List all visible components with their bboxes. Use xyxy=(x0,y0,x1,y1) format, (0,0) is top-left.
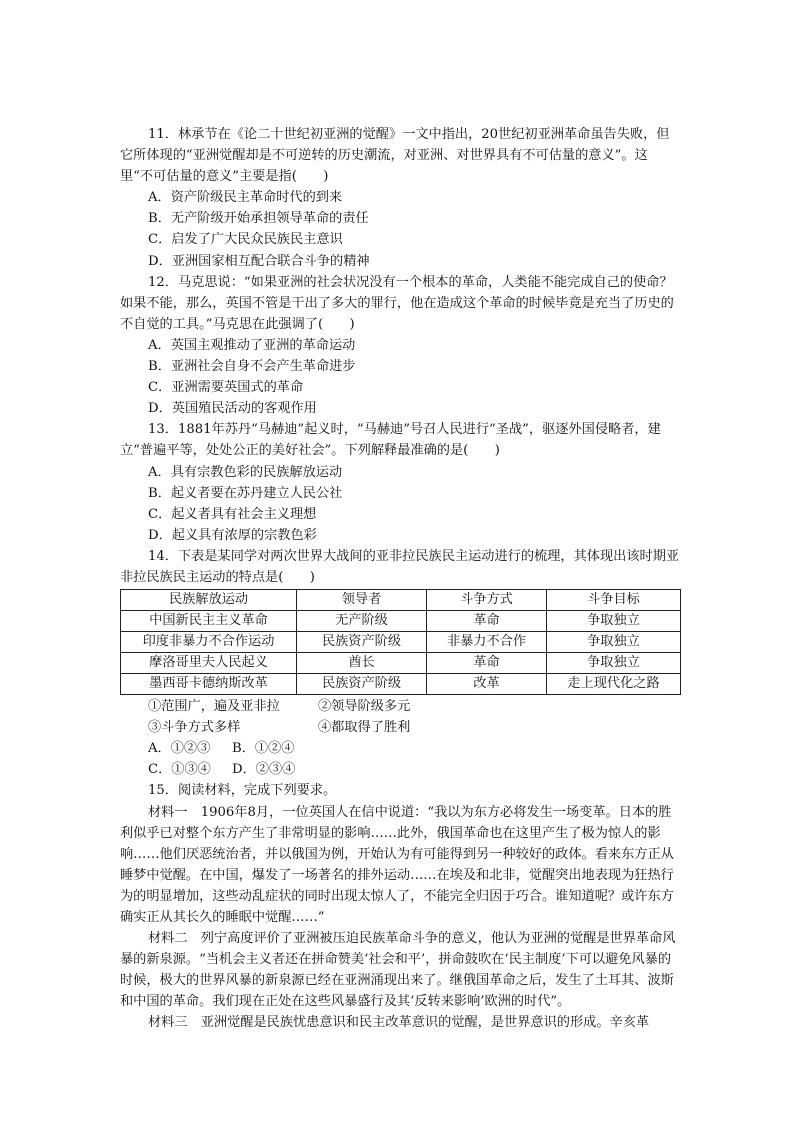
table-row xyxy=(121,674,681,695)
q14-options-row-1 xyxy=(120,738,680,759)
q12-option-a: A．英国主观推动了亚洲的革命运动 xyxy=(148,337,356,353)
q12-option-d: D．英国殖民活动的客观作用 xyxy=(148,401,317,417)
q15-material-3: 材料三 亚洲觉醒是民族忧患意识和民主改革意识的觉醒，是世界意识的形成。辛亥革 xyxy=(148,1015,650,1031)
q14-item-4: ④都取得了胜利 xyxy=(318,720,411,736)
q11-stem: 11．林承节在《论二十世纪初亚洲的觉醒》一文中指出，20世纪初亚洲革命虽告失败，但它所体现的“亚洲觉醒却是不可逆转的历史潮流，对亚洲、对世界具有不可估量的意义”。这里“不可估量的意义”主要是指( ) xyxy=(120,127,670,185)
table-cell: 摩洛哥里夫人民起义 xyxy=(121,653,297,674)
table-row xyxy=(121,653,681,674)
table-cell: 争取独立 xyxy=(547,611,681,632)
table-header-cell: 斗争目标 xyxy=(547,590,681,611)
q11-option-b: B．无产阶级开始承担领导革命的责任 xyxy=(148,211,369,227)
q14-items-row-1 xyxy=(120,696,680,717)
q15-material-1: 材料一 1906年8月，一位英国人在信中说道：“我以为东方必将发生一场变革。日本的胜利似乎已对整个东方产生了非常明显的影响……此外，俄国革命也在这里产生了极为惊人的影响……他们厌恶统治者，并以俄国为例，开始认为有可能得到另一种较好的政体。看来东方正从睡梦中觉醒。在中国，爆发了一场著名的排外运动……在埃及和北非，觉醒突出地表现为狂热行为的明显增加，这些动乱症状的同时出现太惊人了，不能完全归因于巧合。谁知道呢？或许东方确实正从其长久的睡眠中觉醒……” xyxy=(120,804,674,925)
q13-option-d: D．起义具有浓厚的宗教色彩 xyxy=(148,527,317,543)
q15-material-2: 材料二 列宁高度评价了亚洲被压迫民族革命斗争的意义，他认为亚洲的觉醒是世界革命风暴的新泉源。“当机会主义者还在拼命赞美‘社会和平’，拼命鼓吹在‘民主制度’下可以避免风暴的时候，极大的世界风暴的新泉源已经在亚洲涌现出来了。继俄国革命之后，发生了土耳其、波斯和中国的革命。我们现在正处在这些风暴盛行及其‘反转来影响’欧洲的时代”。 xyxy=(120,931,676,1010)
table-cell: 酋长 xyxy=(297,653,427,674)
q14-option-d: D．②③④ xyxy=(232,762,296,778)
q14-item-3: ③斗争方式多样 xyxy=(148,720,241,736)
table-row xyxy=(121,611,681,632)
q14-table xyxy=(120,589,681,695)
table-header-cell: 斗争方式 xyxy=(427,590,547,611)
exam-page xyxy=(120,124,680,1034)
q14-stem: 14．下表是某同学对两次世界大战间的亚非拉民族民主运动进行的梳理，其体现出该时期亚非拉民族民主运动的特点是( ) xyxy=(120,548,680,585)
q12-option-b: B．亚洲社会自身不会产生革命进步 xyxy=(148,359,356,375)
q13-stem: 13．1881年苏丹“马赫迪”起义时，“马赫迪”号召人民进行“圣战”，驱逐外国侵略者，建立“普遍平等，处处公正的美好社会”。下列解释最准确的是( ) xyxy=(120,422,661,459)
q13-option-a: A．具有宗教色彩的民族解放运动 xyxy=(148,464,343,480)
q13-option-b: B．起义者要在苏丹建立人民公社 xyxy=(148,485,343,501)
q14-options-row-2 xyxy=(120,759,680,780)
q14-option-a: A．①②③ xyxy=(148,741,211,757)
q12-option-c: C．亚洲需要英国式的革命 xyxy=(148,380,304,396)
table-cell: 中国新民主主义革命 xyxy=(121,611,297,632)
q14-item-2: ②领导阶级多元 xyxy=(318,699,411,715)
q14-item-1: ①范围广，遍及亚非拉 xyxy=(148,699,280,715)
q11-option-d: D．亚洲国家相互配合联合斗争的精神 xyxy=(148,253,370,269)
q11-option-c: C．启发了广大民众民族民主意识 xyxy=(148,232,343,248)
table-header-row xyxy=(121,590,681,611)
table-cell: 墨西哥卡德纳斯改革 xyxy=(121,674,297,695)
q14-option-b: B．①②④ xyxy=(232,741,295,757)
table-cell: 民族资产阶级 xyxy=(297,632,427,653)
q15-stem: 15．阅读材料，完成下列要求。 xyxy=(148,783,337,799)
q14-option-c: C．①③④ xyxy=(148,762,211,778)
table-cell: 争取独立 xyxy=(547,632,681,653)
table-cell: 无产阶级 xyxy=(297,611,427,632)
table-cell: 革命 xyxy=(427,653,547,674)
table-header-cell: 领导者 xyxy=(297,590,427,611)
table-row xyxy=(121,632,681,653)
table-cell: 民族资产阶级 xyxy=(297,674,427,695)
q14-items-row-2 xyxy=(120,717,680,738)
q12-stem: 12．马克思说：“如果亚洲的社会状况没有一个根本的革命，人类能不能完成自己的使命？如果不能，那么，英国不管是干出了多大的罪行，他在造成这个革命的时候毕竟是充当了历史的不自觉的工具。”马克思在此强调了( ) xyxy=(120,274,674,332)
table-cell: 走上现代化之路 xyxy=(547,674,681,695)
table-cell: 争取独立 xyxy=(547,653,681,674)
q11-option-a: A．资产阶级民主革命时代的到来 xyxy=(148,190,343,206)
table-cell: 印度非暴力不合作运动 xyxy=(121,632,297,653)
table-cell: 革命 xyxy=(427,611,547,632)
table-cell: 改革 xyxy=(427,674,547,695)
table-header-cell: 民族解放运动 xyxy=(121,590,297,611)
q13-option-c: C．起义者具有社会主义理想 xyxy=(148,506,317,522)
table-cell: 非暴力不合作 xyxy=(427,632,547,653)
